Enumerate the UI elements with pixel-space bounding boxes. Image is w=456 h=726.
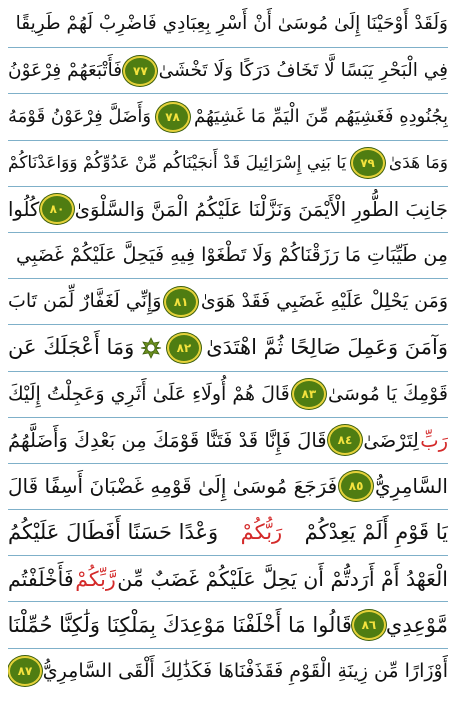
text-line xyxy=(8,556,448,602)
text-line xyxy=(8,602,448,648)
verse-text: مِن طَيِّبَاتِ مَا رَزَقْنَاكُمْ وَلَا تَطْغَوْا فِيهِ فَيَحِلَّ عَلَيْكُمْ غَضَبِي xyxy=(16,244,448,267)
verse-text: قَالُوا مَا أَخْلَفْنَا مَوْعِدَكَ بِمَلْكِنَا وَلَٰكِنَّا حُمِّلْنَا xyxy=(8,612,352,637)
verse-text: يَا بَنِي إِسْرَائِيلَ قَدْ أَنجَيْنَاكُم مِّنْ عَدُوِّكُمْ وَوَاعَدْنَاكُمْ xyxy=(8,152,347,173)
divine-name-text: رَّبِّكُمْ xyxy=(75,566,116,591)
divine-name-text: رَبِّ xyxy=(420,428,448,452)
verse-text: فِي الْبَحْرِ يَبَسًا لَّا تَخَافُ دَرَكًا وَلَا تَخْشَىٰ xyxy=(158,59,448,81)
verse-text: السَّامِرِيُّ xyxy=(375,474,448,499)
verse-text: أَوْزَارًا مِّن زِينَةِ الْقَوْمِ فَقَذَفْنَاهَا فَكَذَٰلِكَ أَلْقَى السَّامِرِيُّ xyxy=(42,659,448,682)
text-line xyxy=(8,418,448,464)
text-line xyxy=(8,48,448,94)
verse-text: وَمَن يَحْلِلْ عَلَيْهِ غَضَبِي فَقَدْ هَوَىٰ xyxy=(200,290,448,313)
verse-text: وَآمَنَ وَعَمِلَ صَالِحًا ثُمَّ اهْتَدَىٰ xyxy=(206,335,448,360)
text-line xyxy=(8,2,448,48)
ayah-number-marker: ٨٠ xyxy=(40,194,74,224)
verse-text: وَعْدًا حَسَنًا أَفَطَالَ عَلَيْكُمُ xyxy=(8,520,219,545)
verse-text: قَالَ فَإِنَّا قَدْ فَتَنَّا قَوْمَكَ مِن بَعْدِكَ وَأَضَلَّهُمُ xyxy=(8,428,327,452)
verse-text: وَلَقَدْ أَوْحَيْنَا إِلَىٰ مُوسَىٰ أَنْ أَسْرِ بِعِبَادِي فَاضْرِبْ لَهُمْ طَرِيقًا xyxy=(15,13,448,35)
verse-text: فَأَخْلَفْتُم xyxy=(8,566,74,591)
verse-text: وَإِنِّي لَغَفَّارٌ لِّمَن تَابَ xyxy=(8,290,162,313)
verse-text: الْعَهْدُ أَمْ أَرَدتُّمْ أَن يَحِلَّ عَلَيْكُمْ غَضَبٌ مِّن xyxy=(117,566,448,591)
ayah-number-marker: ٧٩ xyxy=(351,148,385,178)
verse-text: قَالَ هُمْ أُولَاءِ عَلَىٰ أَثَرِي وَعَجِلْتُ إِلَيْكَ xyxy=(8,382,290,405)
text-line xyxy=(8,233,448,279)
verse-text: جَانِبَ الطُّورِ الْأَيْمَنَ وَنَزَّلْنَا عَلَيْكُمُ الْمَنَّ وَالسَّلْوَىٰ xyxy=(74,197,448,221)
verse-text: لِتَرْضَىٰ xyxy=(363,428,419,452)
verse-text: وَمَا هَدَىٰ xyxy=(388,152,448,173)
ayah-number-marker: ٨٧ xyxy=(8,656,42,686)
verse-text: وَمَا أَعْجَلَكَ عَن xyxy=(8,335,135,360)
verse-text: يَا قَوْمِ أَلَمْ يَعِدْكُمْ xyxy=(304,520,448,545)
verse-text: بِجُنُودِهِ فَغَشِيَهُم مِّنَ الْيَمِّ مَا غَشِيَهُمْ xyxy=(193,105,448,127)
text-line xyxy=(8,649,448,694)
ayah-number-marker: ٨٣ xyxy=(292,379,326,409)
divine-name-text: رَبُّكُمْ xyxy=(240,520,283,545)
text-line xyxy=(8,510,448,556)
verse-text: فَأَتْبَعَهُمْ فِرْعَوْنُ xyxy=(8,59,123,81)
text-line xyxy=(8,94,448,140)
text-line xyxy=(8,279,448,325)
text-line xyxy=(8,187,448,233)
verse-text: فَرَجَعَ مُوسَىٰ إِلَىٰ قَوْمِهِ غَضْبَانَ أَسِفًا قَالَ xyxy=(8,474,338,499)
verse-text: قَوْمِكَ يَا مُوسَىٰ xyxy=(328,382,448,405)
ayah-number-marker: ٨١ xyxy=(164,287,198,317)
ayah-number-marker: ٨٢ xyxy=(167,333,201,363)
text-line xyxy=(8,325,448,371)
ayah-number-marker: ٧٧ xyxy=(123,56,157,86)
text-line xyxy=(8,372,448,418)
ayah-number-marker: ٨٥ xyxy=(339,471,373,501)
ayah-number-marker: ٨٦ xyxy=(352,610,386,640)
verse-text: وَأَضَلَّ فِرْعَوْنُ قَوْمَهُ xyxy=(8,105,152,127)
ayah-number-marker: ٧٨ xyxy=(156,102,190,132)
verse-text: مَّوْعِدِي xyxy=(385,612,448,637)
text-line xyxy=(8,464,448,510)
ayah-number-marker: ٨٤ xyxy=(328,425,362,455)
verse-text: كُلُوا xyxy=(8,197,40,221)
text-line xyxy=(8,141,448,187)
hizb-quarter-icon xyxy=(140,337,162,359)
